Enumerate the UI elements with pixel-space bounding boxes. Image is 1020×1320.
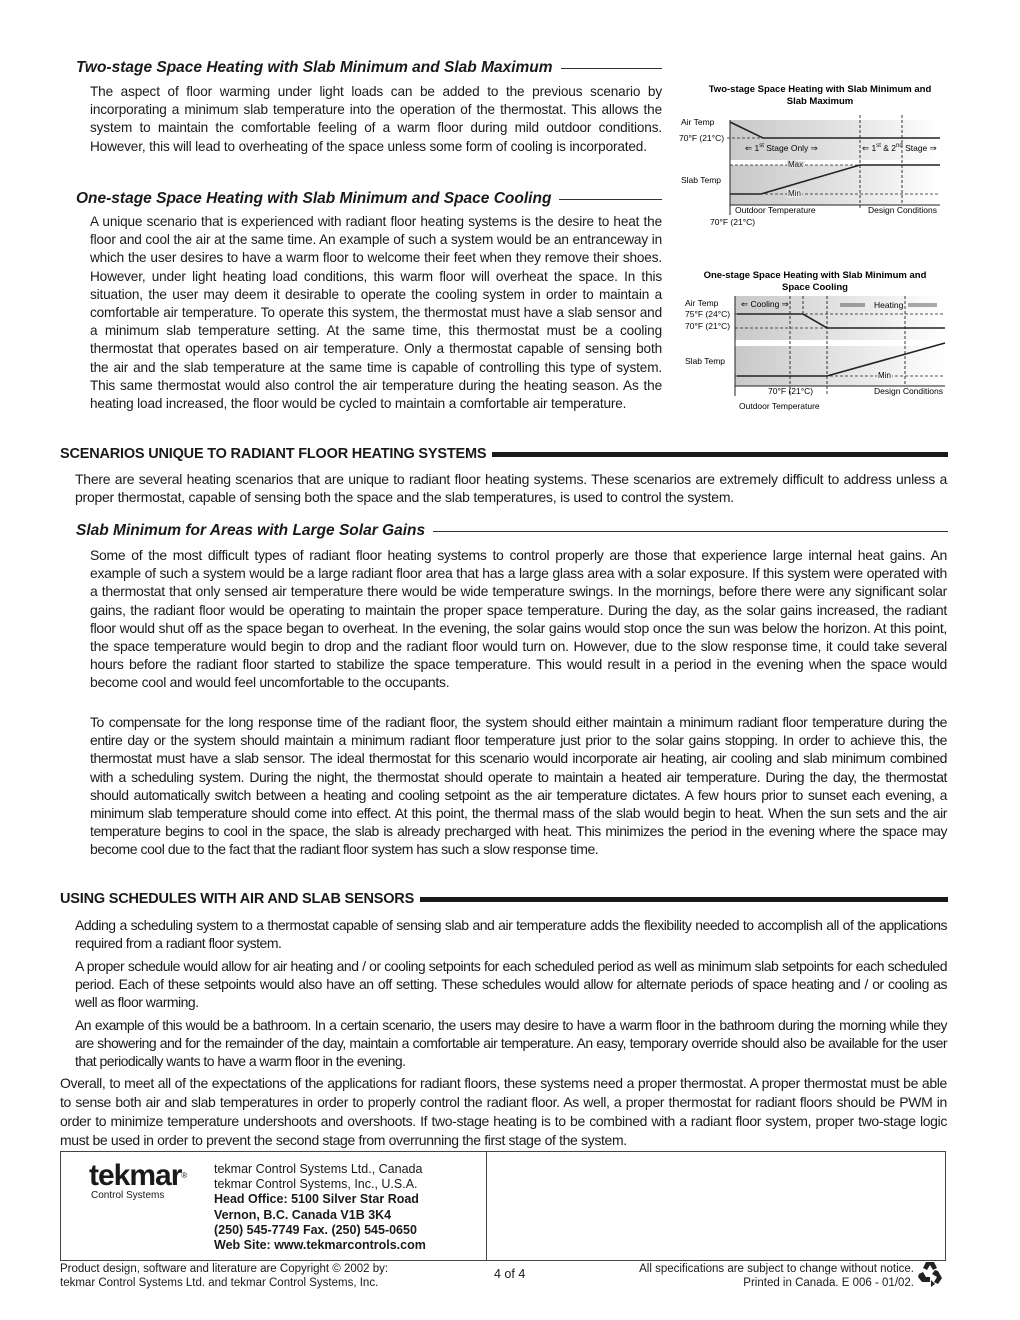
schedules-paragraph-2: A proper schedule would allow for air heating and / or cooling setpoints for each scheduled period as well as minimum slab setpoints for each scheduled period. Each of these setpoints would also have an off setting. These schedules would allow for alternate periods of space heating and / or cooling as well as floor warming.: [75, 958, 947, 1011]
heading-rule: [559, 199, 662, 200]
stage2-sup-b: nd: [896, 143, 903, 149]
stage1-post: Stage Only ⇒: [763, 143, 818, 153]
stage2-b: & 2: [880, 143, 897, 153]
copyright-line: Product design, software and literature are Copyright © 2002 by:: [60, 1263, 389, 1275]
page-number: 4 of 4: [494, 1267, 526, 1281]
logo-word-text: tekmar: [89, 1159, 182, 1192]
max-label: Max: [788, 160, 804, 169]
air-band: [730, 120, 940, 160]
two-stage-diagram: [675, 80, 955, 230]
address-line: tekmar Control Systems, Inc., U.S.A.: [214, 1177, 418, 1192]
min-label: Min: [878, 371, 891, 380]
schedules-paragraph-1: Adding a scheduling system to a thermostat capable of sensing slab and air temperature adds the flexibility needed to accomplish all of the applications required from a radiant floor system.: [75, 917, 947, 952]
x-axis-label: Outdoor Temperature: [735, 205, 816, 215]
heading-rule: [561, 68, 662, 69]
recycle-icon: [917, 1260, 943, 1288]
slab-temp-label: Slab Temp: [681, 175, 722, 185]
diagram-title-line1: One-stage Space Heating with Slab Minimum and: [703, 270, 927, 281]
heating-label: Heating: [874, 300, 904, 310]
heat-setpoint-label: 70°F (21°C): [685, 321, 731, 331]
stage2-a: ⇐ 1: [862, 143, 877, 153]
heading-rule: [433, 531, 948, 532]
logo-subtitle: Control Systems: [91, 1190, 165, 1201]
phone-line: (250) 545-7749 Fax. (250) 545-0650: [214, 1222, 417, 1237]
two-stage-heading: [76, 59, 662, 77]
spec-notice: [639, 1262, 914, 1290]
schedules-paragraph-3: An example of this would be a bathroom. In a certain scenario, the users may desire to have a warm floor in the bathroom during the morning while they are showering and for the remainder of the day, maintain a comfortable air temperature. An easy, temporary override should also be available for the user that periodically wants to have a warm floor in the evening.: [75, 1017, 947, 1070]
one-stage-heading-text: One-stage Space Heating with Slab Minimum and Space Cooling: [76, 190, 552, 207]
diagram-title-line1: Two-stage Space Heating with Slab Minimum and: [708, 84, 932, 95]
min-label: Min: [788, 189, 801, 198]
overall-paragraph: Overall, to meet all of the expectations of the applications for radiant floors, these systems need a proper thermostat. A proper thermostat must be able to sense both air and slab temperatures in order to properly control the radiant floor. As well, a proper thermostat for radiant floors should be PWM in order to minimize temperature undershoots and overshoots. If two-stage heating is to be combined with a radiant floor system, proper two-stage logic must be used in order to prevent the second stage from overrunning the first stage of the system.: [60, 1075, 947, 1148]
footer-divider: [486, 1152, 487, 1260]
two-stage-paragraph: The aspect of floor warming under light loads can be added to the previous scenario by incorporating a minimum slab temperature into the operation of the thermostat. This allows the system to maintain the comfortable feeling of a warm floor during mild outdoor conditions. However, this will lead to overheating of the space unless some form of cooling is incorporated.: [90, 84, 662, 154]
tekmar-logo: [89, 1159, 187, 1202]
footer-box: [60, 1151, 946, 1261]
slab-min-paragraph-1: Some of the most difficult types of radiant floor heating systems to control properly are those that experience large internal heat gains. An example of such a system would be a large radiant floor area that has a large glass area with a solar exposure. If this system were operated with a thermostat that only sensed air temperature there would be wide temperature swings. In the mornings, before there were any significant solar gains, the radiant floor would be operating to maintain the proper space temperature. During the day, as the solar gains increased, the radiant floor would shut off as the space began to overheat. In the evening, the solar gains would stop once the sun was below the horizon. At this point, the space temperature would begin to drop and the radiant floor would turn on. However, due to the slow response time, it could take several hours before the radiant floor started to stabilize the space temperature. This would result in a period in the evening when the space would become cool and would feel uncomfortable to the occupants.: [90, 547, 947, 691]
address-line: tekmar Control Systems Ltd., Canada: [214, 1162, 423, 1176]
heading-rule: [420, 897, 948, 902]
schedules-heading-text: USING SCHEDULES WITH AIR AND SLAB SENSORS: [60, 891, 415, 907]
one-stage-paragraph: A unique scenario that is experienced with radiant floor heating systems is the desire to heat the floor and cool the air at the same time. An example of such a system would be an entranceway in which the user desires to have a warm floor to welcome their feet when they remove their shoes. However, under light heating load conditions, this warm floor will overheat the space. In this situation, the user may deem it desirable to operate the cooling system in order to maintain a comfortable air temperature. To operate this system, the thermostat must have a slab sensor and a minimum slab temperature setting. At the same time, this thermostat must be a cooling thermostat that operates based on air temperature. Only a thermostat capable of sensing both the air and the slab temperature at the same time is capable of controlling this type of system. This same thermostat would also control the air temperature during the heating season. As the heating load increased, the floor would be cycled to maintain a comfortable air temperature.: [90, 214, 662, 412]
two-stage-heading-text: Two-stage Space Heating with Slab Minimum and Slab Maximum: [76, 59, 553, 76]
schedules-heading: [60, 891, 948, 907]
x-axis-label: Outdoor Temperature: [739, 401, 820, 411]
head-office-line: Head Office: 5100 Silver Star Road: [214, 1192, 419, 1207]
air-temp-label: Air Temp: [681, 117, 715, 127]
design-label: Design Conditions: [868, 205, 937, 215]
cooling-label: ⇐ Cooling ⇒: [741, 299, 789, 309]
stage1-pre: ⇐ 1: [745, 143, 760, 153]
registered-mark: ®: [181, 1171, 187, 1180]
stage2-c: Stage ⇒: [902, 143, 937, 153]
address-block: [214, 1162, 426, 1253]
slab-band: [730, 165, 940, 205]
slab-min-heading-text: Slab Minimum for Areas with Large Solar Gains: [76, 522, 426, 539]
design-label: Design Conditions: [874, 386, 943, 396]
logo-wordmark: [89, 1159, 187, 1192]
air-temp-label: Air Temp: [685, 298, 719, 308]
notice-line: All specifications are subject to change without notice.: [639, 1263, 914, 1275]
scenarios-heading: [60, 446, 948, 462]
notice-line: Printed in Canada. E 006 - 01/02.: [743, 1277, 914, 1289]
stage1-sup: st: [759, 143, 764, 149]
stage1-label: [745, 143, 819, 153]
copyright-notice: [60, 1262, 388, 1290]
scenarios-heading-text: SCENARIOS UNIQUE TO RADIANT FLOOR HEATING SYSTEMS: [60, 446, 487, 462]
slab-temp-label: Slab Temp: [685, 356, 726, 366]
outdoor-start-label: 70°F (21°C): [710, 217, 756, 227]
scenarios-paragraph: There are several heating scenarios that are unique to radiant floor heating systems. These scenarios are extremely difficult to address unless a proper thermostat, capable of sensing both the space and the slab temperatures, is used to control the system.: [75, 471, 947, 506]
outdoor-mid-label: 70°F (21°C): [768, 386, 814, 396]
heading-rule: [492, 452, 948, 457]
stage2-sup-a: st: [876, 143, 881, 149]
one-stage-diagram: [675, 266, 955, 416]
air-setpoint-label: 70°F (21°C): [679, 133, 725, 143]
copyright-line: tekmar Control Systems Ltd. and tekmar Control Systems, Inc.: [60, 1277, 379, 1289]
cool-setpoint-label: 75°F (24°C): [685, 309, 731, 319]
diagram-title-line2: Slab Maximum: [786, 96, 854, 107]
slab-min-heading: [76, 522, 948, 540]
website-line: Web Site: www.tekmarcontrols.com: [214, 1238, 426, 1253]
slab-min-paragraph-2: To compensate for the long response time of the radiant floor, the system should either maintain a minimum radiant floor temperature during the entire day or the system should maintain a minimum radiant floor temperature just prior to the solar gains stopping. In order to achieve this, the thermostat must have a slab sensor. The ideal thermostat for this scenario would incorporate air heating, air cooling and slab minimum combined with a scheduling system. During the night, the thermostat should operate to maintain a heated air temperature. During the day, the thermostat should automatically switch between a heating and cooling setpoint as the air temperature dictates. A few hours prior to sunset each evening, a minimum slab temperature should come into effect. At this point, the thermal mass of the slab would begin to heat. When the sun sets and the air temperature begins to cool in the space, the slab is already precharged with heat. This minimizes the period in the evening where the space may become cool due to the fact that the radiant floor system has such a slow response time.: [90, 714, 947, 858]
one-stage-heading: [76, 190, 662, 208]
city-line: Vernon, B.C. Canada V1B 3K4: [214, 1207, 392, 1222]
diagram-title-line2: Space Cooling: [782, 282, 848, 293]
